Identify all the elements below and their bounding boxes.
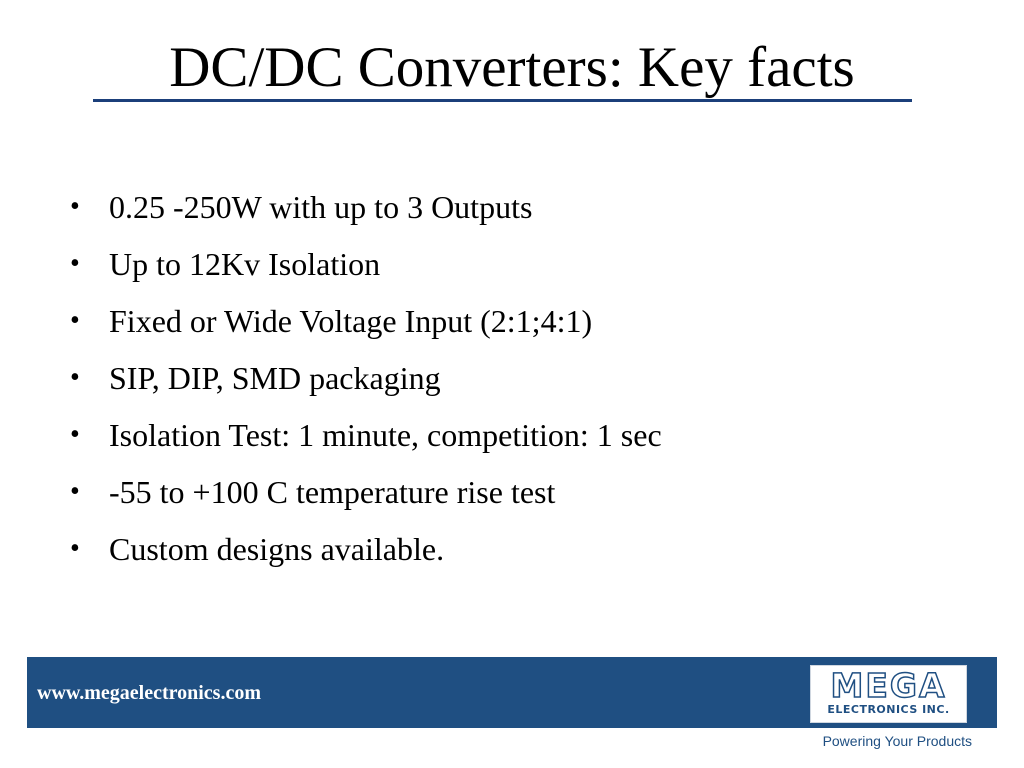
bullet-item xyxy=(70,294,970,351)
footer-website-link[interactable]: www.megaelectronics.com xyxy=(37,682,262,704)
bullet-text: Custom designs available. xyxy=(109,531,445,567)
bullet-text: -55 to +100 C temperature rise test xyxy=(109,474,556,510)
bullet-dot: • xyxy=(70,476,80,507)
bullet-list xyxy=(70,180,970,579)
title-underline xyxy=(93,99,912,102)
bullet-item xyxy=(70,522,970,579)
bullet-text: Up to 12Kv Isolation xyxy=(109,246,381,282)
bullet-dot: • xyxy=(70,248,80,279)
bullet-item xyxy=(70,351,970,408)
bullet-text: 0.25 -250W with up to 3 Outputs xyxy=(109,189,533,225)
bullet-dot: • xyxy=(70,191,80,222)
bullet-dot: • xyxy=(70,305,80,336)
logo-subtitle: ELECTRONICS INC. xyxy=(827,703,950,716)
company-logo xyxy=(810,665,967,723)
bullet-item xyxy=(70,465,970,522)
bullet-item xyxy=(70,237,970,294)
bullet-item xyxy=(70,180,970,237)
bullet-dot: • xyxy=(70,533,80,564)
bullet-dot: • xyxy=(70,362,80,393)
bullet-dot: • xyxy=(70,419,80,450)
bullet-text: Fixed or Wide Voltage Input (2:1;4:1) xyxy=(109,303,593,339)
bullet-text: Isolation Test: 1 minute, competition: 1 sec xyxy=(109,417,662,453)
footer-bar xyxy=(27,657,997,728)
footer-tagline: Powering Your Products xyxy=(822,733,972,749)
slide-title: DC/DC Converters: Key facts xyxy=(169,36,855,99)
logo-wordmark: MEGA xyxy=(830,666,947,705)
bullet-text: SIP, DIP, SMD packaging xyxy=(109,360,441,396)
bullet-item xyxy=(70,408,970,465)
